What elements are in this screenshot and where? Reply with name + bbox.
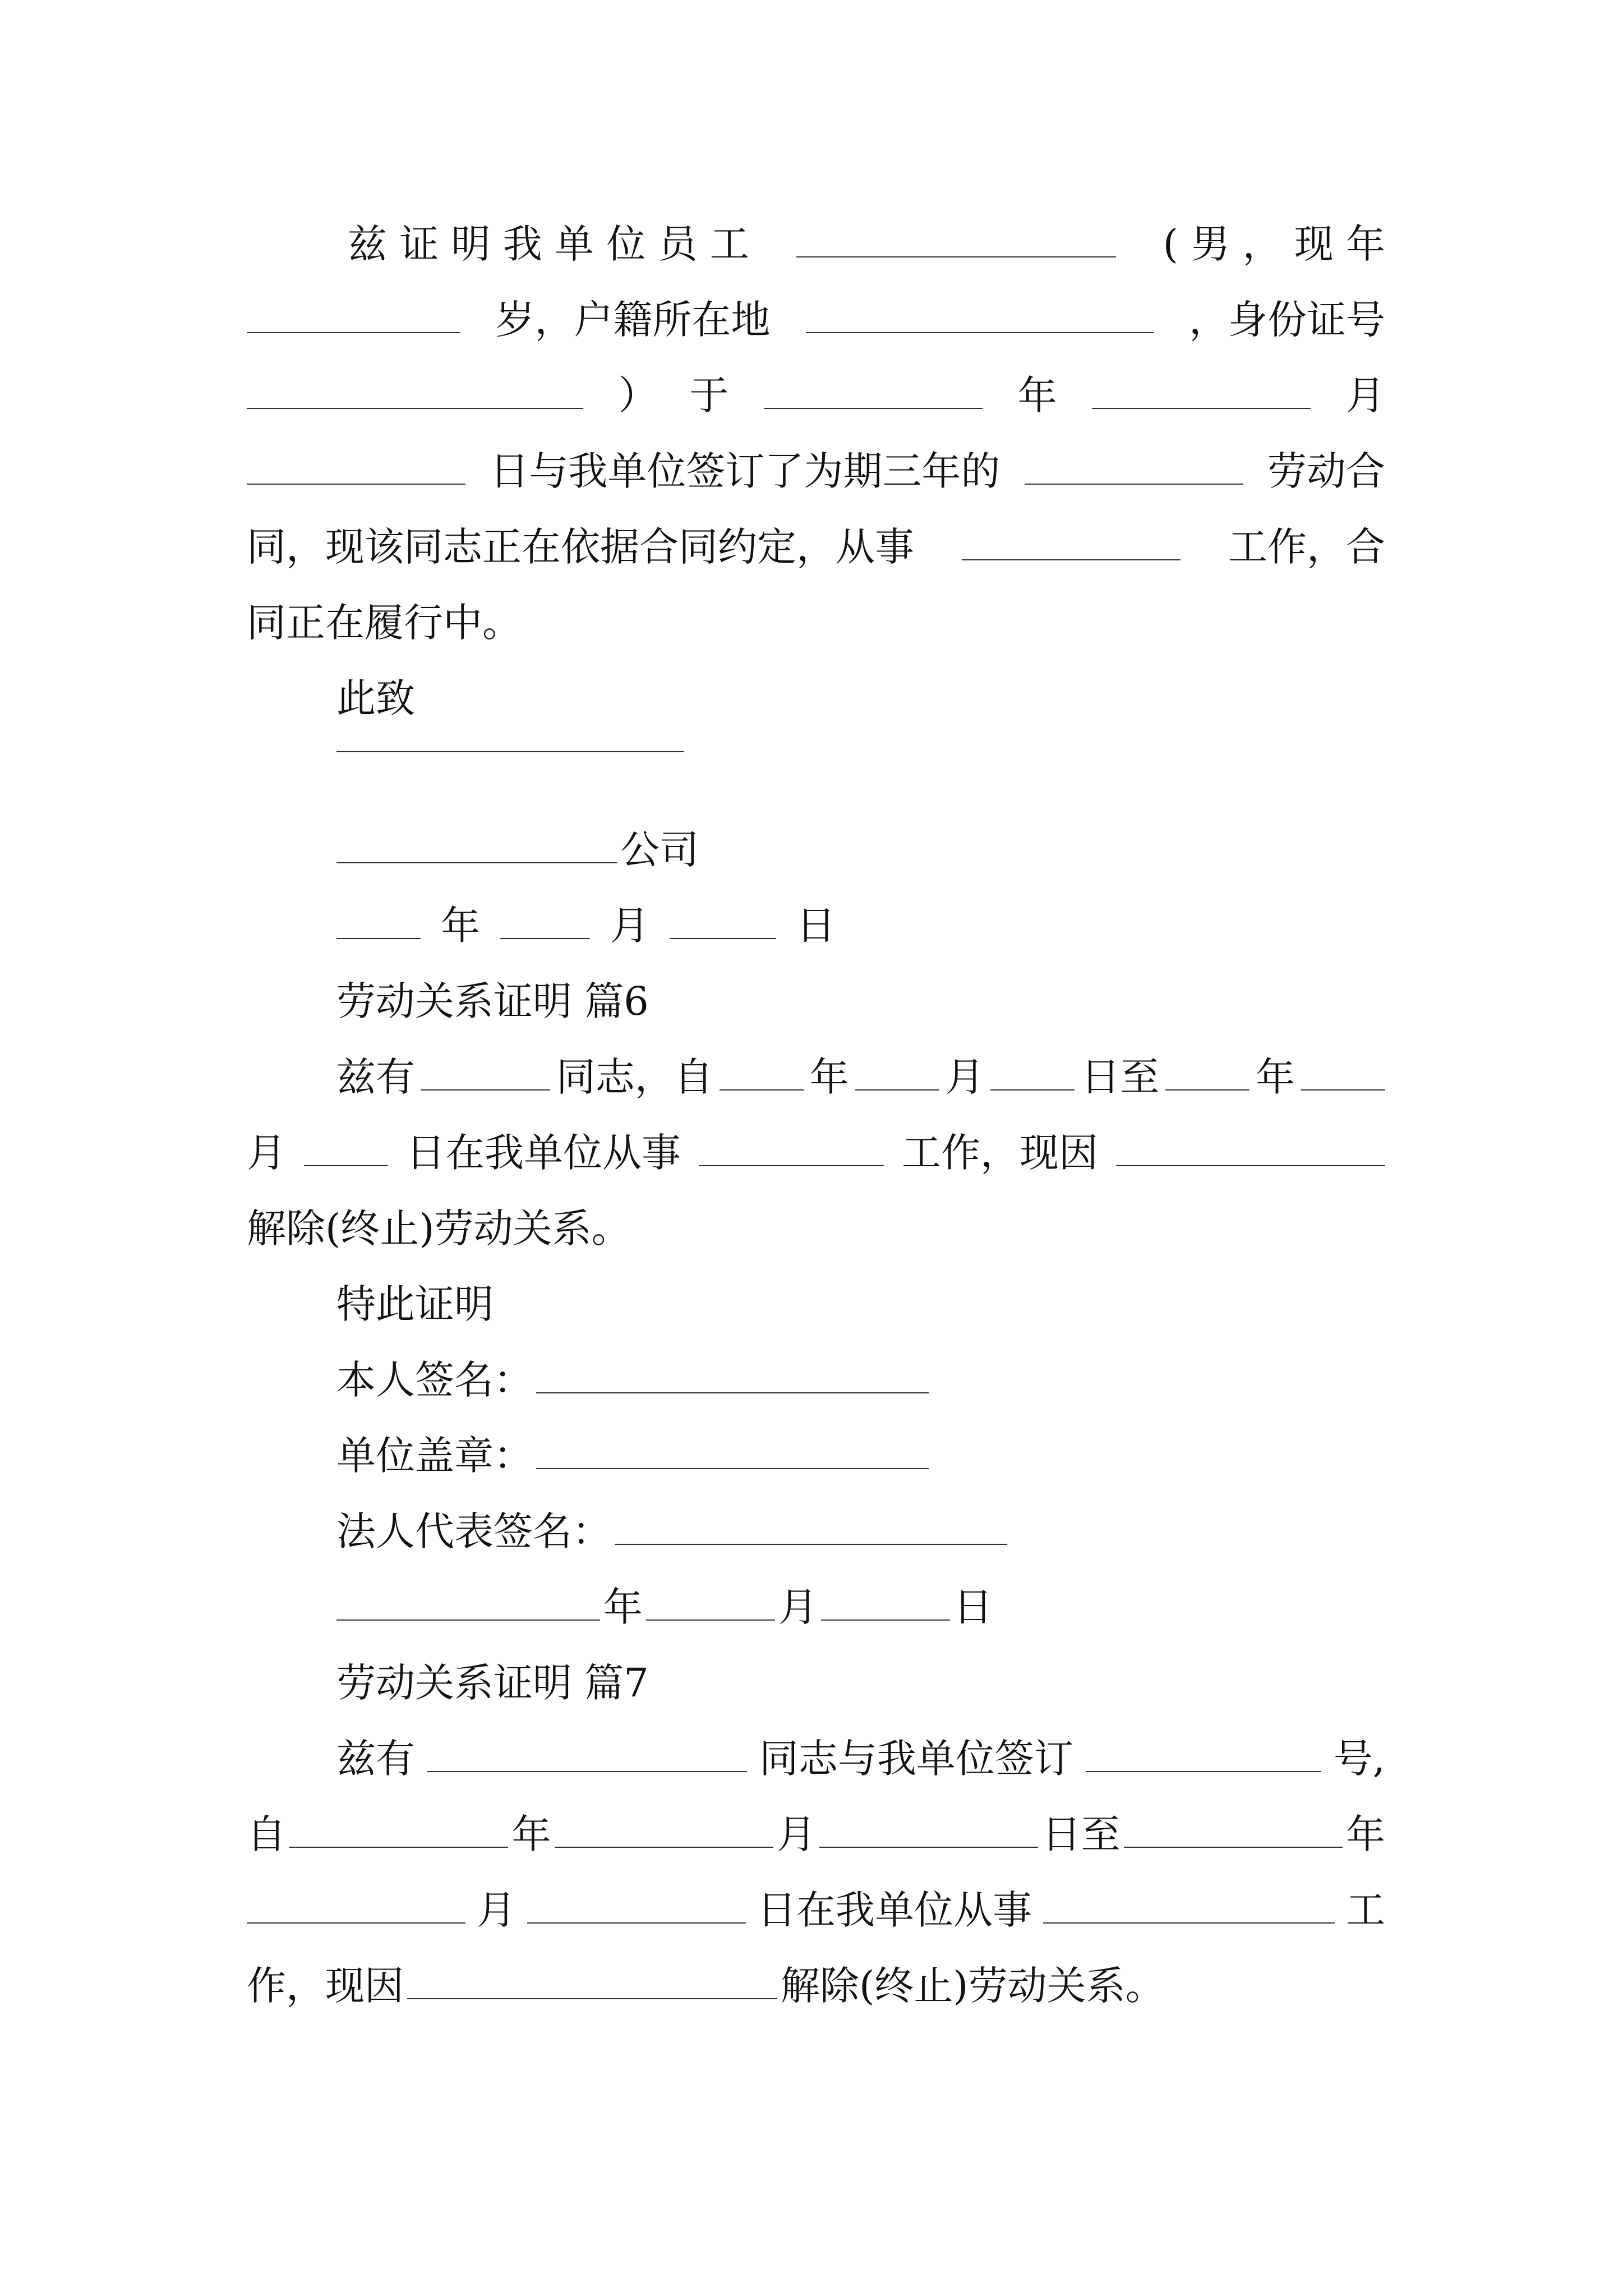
s5-line-6: 同正在履行中。 <box>247 600 522 646</box>
blank-contract-number <box>1086 1769 1321 1772</box>
s6-text: 兹有 <box>336 1054 415 1100</box>
blank-start-month <box>855 1087 939 1091</box>
seal-label: 单位盖章： <box>336 1433 533 1479</box>
certify-text: 特此证明 <box>336 1281 494 1327</box>
s6-line-3: 解除(终止)劳动关系。 <box>247 1205 631 1251</box>
s7-text: 自 <box>247 1811 286 1857</box>
blank-end-year <box>1165 1087 1249 1091</box>
blank-employee-name <box>796 254 1116 257</box>
section-7-heading: 劳动关系证明 篇7 <box>336 1660 649 1706</box>
blank-date-year <box>336 936 421 939</box>
blank-reason <box>407 1996 777 1999</box>
s7-text: 年 <box>511 1811 551 1857</box>
blank-seal <box>536 1466 929 1469</box>
s6-text: 年 <box>809 1054 849 1100</box>
blank-start-year <box>720 1087 804 1091</box>
s5-line-3 <box>247 370 1385 421</box>
s5-line-5 <box>247 522 1385 572</box>
blank-legal-rep <box>615 1542 1007 1545</box>
s5-text: 日与我单位签订了为期三年的 <box>490 448 1000 494</box>
s7-text: 月 <box>777 1811 816 1857</box>
s7-line-1 <box>336 1733 1385 1784</box>
s6-text: 工作，现因 <box>902 1130 1098 1176</box>
date-month-label: 月 <box>610 903 649 949</box>
seal-line <box>336 1430 1475 1481</box>
s5-text: 年 <box>1017 372 1057 418</box>
s5-text: 兹 证 明 我 单 位 员 工 <box>348 221 749 267</box>
blank-start-month <box>555 1844 773 1848</box>
s5-text: ，身份证号 <box>1188 297 1385 343</box>
s7-text: 月 <box>477 1887 516 1933</box>
s5-text: 工作，合 <box>1228 524 1385 570</box>
blank-end-year <box>1124 1844 1343 1848</box>
date-year-label: 年 <box>603 1584 643 1630</box>
blank-contract-type <box>1025 481 1243 485</box>
salutation: 此致 <box>336 675 415 721</box>
blank-company <box>336 860 617 863</box>
company-suffix: 公司 <box>620 827 699 873</box>
s5-text: 于 <box>689 372 729 418</box>
blank-day <box>247 481 465 485</box>
s5-line-4 <box>247 446 1385 496</box>
blank-end-month <box>247 1920 465 1924</box>
legal-rep-label: 法人代表签名： <box>336 1508 611 1554</box>
blank-id-number <box>247 406 583 409</box>
s7-text: 日至 <box>1041 1811 1121 1857</box>
blank-date-month <box>646 1617 775 1621</box>
blank-start-year <box>289 1844 508 1848</box>
s6-line-2 <box>247 1128 1385 1178</box>
s7-text: 号, <box>1333 1736 1385 1782</box>
blank-start-day <box>819 1844 1038 1848</box>
legal-rep-line <box>336 1506 1475 1557</box>
s7-text: 作，现因 <box>247 1963 404 2009</box>
date-day-label: 日 <box>953 1584 993 1630</box>
blank-job <box>1043 1920 1335 1924</box>
s7-line-4 <box>247 1961 1385 2011</box>
s6-text: 月 <box>247 1130 286 1176</box>
s5-line-1 <box>247 219 1385 269</box>
blank-date-day <box>821 1617 950 1621</box>
blank-date-month <box>500 936 590 939</box>
blank-year <box>764 406 983 409</box>
s7-line-2 <box>247 1809 1385 1860</box>
s6-text: 日在我单位从事 <box>406 1130 681 1176</box>
blank-recipient <box>336 749 684 752</box>
s7-text: 解除(终止)劳动关系。 <box>781 1963 1165 2009</box>
s6-line-1 <box>336 1052 1385 1102</box>
blank-month <box>1092 406 1311 409</box>
date-year-label: 年 <box>441 903 480 949</box>
recipient-line <box>336 749 1475 752</box>
s5-date-line <box>336 900 1475 951</box>
s5-text: 月 <box>1345 372 1385 418</box>
blank-name <box>421 1087 550 1091</box>
s6-text: 月 <box>945 1054 985 1100</box>
s7-text: 同志与我单位签订 <box>759 1736 1073 1782</box>
s6-text: 年 <box>1256 1054 1295 1100</box>
s7-text: 日在我单位从事 <box>757 1887 1032 1933</box>
s6-date-line <box>336 1582 1475 1632</box>
blank-start-day <box>990 1087 1075 1091</box>
blank-reason <box>1116 1163 1385 1166</box>
s5-text: ） <box>618 372 658 418</box>
blank-job <box>962 557 1181 560</box>
blank-date-day <box>670 936 776 939</box>
s6-text: 日至 <box>1081 1054 1160 1100</box>
s5-line-2 <box>247 295 1385 345</box>
company-line <box>336 825 1475 875</box>
date-day-label: 日 <box>796 903 836 949</box>
blank-job <box>699 1163 884 1166</box>
blank-self-signature <box>536 1390 929 1393</box>
blank-domicile <box>806 330 1154 333</box>
s5-text: ( 男 ， 现 年 <box>1163 221 1385 267</box>
s5-text: 同，现该同志正在依据合同约定，从事 <box>247 524 914 570</box>
s5-text: 劳动合 <box>1267 448 1385 494</box>
s7-line-3 <box>247 1885 1385 1935</box>
blank-name <box>427 1769 747 1772</box>
self-signature-line <box>336 1355 1475 1405</box>
self-signature-label: 本人签名： <box>336 1357 533 1403</box>
blank-date-year <box>336 1617 600 1621</box>
section-6-heading: 劳动关系证明 篇6 <box>336 978 649 1024</box>
s7-text: 兹有 <box>336 1736 415 1782</box>
date-month-label: 月 <box>778 1584 818 1630</box>
s6-text: 同志，自 <box>556 1054 713 1100</box>
s7-text: 年 <box>1346 1811 1385 1857</box>
blank-age <box>247 330 460 333</box>
s7-text: 工 <box>1346 1887 1385 1933</box>
s5-text: 岁，户籍所在地 <box>495 297 771 343</box>
blank-end-day <box>527 1920 746 1924</box>
blank-end-month <box>1301 1087 1385 1091</box>
blank-end-day <box>304 1163 388 1166</box>
